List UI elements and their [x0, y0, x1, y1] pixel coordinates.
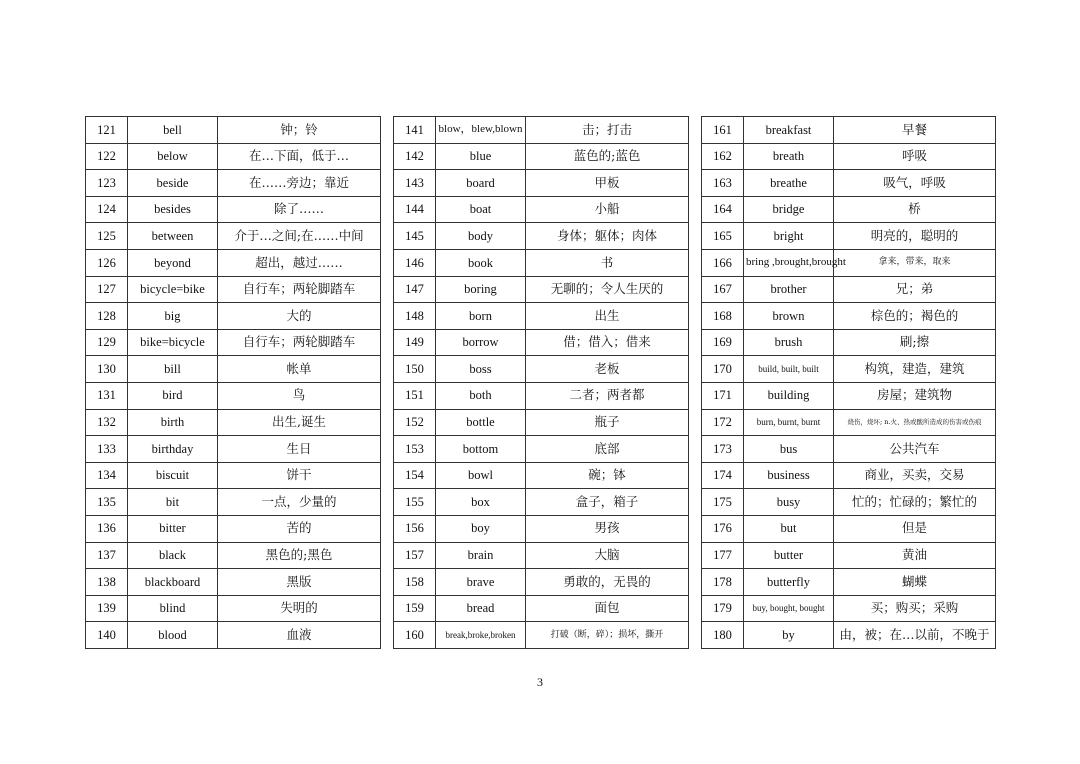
table-row: [86, 170, 381, 197]
table-row: [86, 542, 381, 569]
entry-word: brain: [436, 542, 526, 569]
table-row: [394, 170, 689, 197]
entry-word: bit: [128, 489, 218, 516]
table-row: [86, 196, 381, 223]
page-number: 3: [537, 675, 543, 689]
entry-number: 177: [702, 542, 744, 569]
entry-number: 158: [394, 569, 436, 596]
entry-word: busy: [744, 489, 834, 516]
entry-word: blow，blew,blown: [436, 117, 526, 144]
entry-word: breath: [744, 143, 834, 170]
entry-word: bus: [744, 436, 834, 463]
entry-word: big: [128, 303, 218, 330]
table-row: [702, 276, 996, 303]
entry-meaning: 小船: [526, 196, 689, 223]
entry-number: 135: [86, 489, 128, 516]
entry-word: beyond: [128, 249, 218, 276]
table-row: [394, 143, 689, 170]
entry-meaning: 自行车；两轮脚踏车: [218, 329, 381, 356]
entry-word: bottom: [436, 436, 526, 463]
entry-number: 138: [86, 569, 128, 596]
entry-word: blackboard: [128, 569, 218, 596]
vocab-table-3: [701, 116, 996, 649]
entry-word: butterfly: [744, 569, 834, 596]
entry-word: buy, bought, bought: [744, 595, 834, 622]
entry-number: 174: [702, 462, 744, 489]
entry-number: 149: [394, 329, 436, 356]
entry-word: beside: [128, 170, 218, 197]
entry-meaning: 甲板: [526, 170, 689, 197]
entry-meaning: 碗；钵: [526, 462, 689, 489]
entry-meaning: 帐单: [218, 356, 381, 383]
entry-meaning: 兄；弟: [834, 276, 996, 303]
entry-word: bicycle=bike: [128, 276, 218, 303]
entry-number: 176: [702, 515, 744, 542]
entry-number: 170: [702, 356, 744, 383]
entry-number: 134: [86, 462, 128, 489]
entry-word: break,broke,broken: [436, 622, 526, 649]
entry-word: book: [436, 249, 526, 276]
table-row: [394, 622, 689, 649]
entry-meaning: 钟；铃: [218, 117, 381, 144]
table-row: [394, 223, 689, 250]
entry-word: borrow: [436, 329, 526, 356]
entry-number: 178: [702, 569, 744, 596]
entry-number: 145: [394, 223, 436, 250]
table-row: [702, 170, 996, 197]
table-row: [702, 223, 996, 250]
entry-word: board: [436, 170, 526, 197]
entry-word: blue: [436, 143, 526, 170]
entry-number: 144: [394, 196, 436, 223]
table-row: [394, 249, 689, 276]
entry-number: 128: [86, 303, 128, 330]
table-row: [86, 356, 381, 383]
entry-number: 122: [86, 143, 128, 170]
table-row: [702, 117, 996, 144]
entry-meaning: 超出，越过……: [218, 249, 381, 276]
entry-meaning: 鸟: [218, 382, 381, 409]
entry-word: born: [436, 303, 526, 330]
table-row: [86, 409, 381, 436]
table-row: [702, 515, 996, 542]
table-row: [394, 462, 689, 489]
table-row: [702, 356, 996, 383]
entry-word: blind: [128, 595, 218, 622]
entry-word: burn, burnt, burnt: [744, 409, 834, 436]
entry-number: 143: [394, 170, 436, 197]
entry-meaning: 无聊的；令人生厌的: [526, 276, 689, 303]
entry-number: 171: [702, 382, 744, 409]
table-row: [702, 489, 996, 516]
vocab-table-1: [85, 116, 381, 649]
entry-meaning: 拿来，带来，取来: [834, 249, 996, 276]
entry-meaning: 面包: [526, 595, 689, 622]
table-row: [86, 489, 381, 516]
entry-meaning: 大的: [218, 303, 381, 330]
table-row: [86, 595, 381, 622]
table-row: [702, 569, 996, 596]
table-row: [394, 196, 689, 223]
entry-meaning: 击；打击: [526, 117, 689, 144]
entry-meaning: 在……旁边；靠近: [218, 170, 381, 197]
table-row: [86, 462, 381, 489]
entry-number: 159: [394, 595, 436, 622]
entry-number: 127: [86, 276, 128, 303]
entry-number: 137: [86, 542, 128, 569]
entry-number: 173: [702, 436, 744, 463]
entry-number: 129: [86, 329, 128, 356]
entry-meaning: 由，被；在…以前，不晚于: [834, 622, 996, 649]
entry-meaning: 借；借入；借来: [526, 329, 689, 356]
entry-number: 180: [702, 622, 744, 649]
table-row: [86, 329, 381, 356]
entry-number: 148: [394, 303, 436, 330]
table-row: [394, 329, 689, 356]
table-row: [394, 276, 689, 303]
entry-number: 156: [394, 515, 436, 542]
entry-word: building: [744, 382, 834, 409]
entry-word: breathe: [744, 170, 834, 197]
entry-number: 152: [394, 409, 436, 436]
entry-number: 165: [702, 223, 744, 250]
table-row: [86, 223, 381, 250]
table-row: [394, 436, 689, 463]
table-row: [702, 622, 996, 649]
entry-meaning: 大脑: [526, 542, 689, 569]
entry-meaning: 出生,诞生: [218, 409, 381, 436]
entry-meaning: 黄油: [834, 542, 996, 569]
table-row: [86, 515, 381, 542]
entry-meaning: 介于…之间;在……中间: [218, 223, 381, 250]
entry-meaning: 失明的: [218, 595, 381, 622]
entry-word: bright: [744, 223, 834, 250]
entry-meaning: 苦的: [218, 515, 381, 542]
table-row: [702, 249, 996, 276]
entry-number: 140: [86, 622, 128, 649]
entry-word: bitter: [128, 515, 218, 542]
entry-meaning: 瓶子: [526, 409, 689, 436]
entry-word: blood: [128, 622, 218, 649]
entry-meaning: 二者；两者都: [526, 382, 689, 409]
table-row: [394, 489, 689, 516]
entry-word: brush: [744, 329, 834, 356]
entry-number: 136: [86, 515, 128, 542]
entry-word: boy: [436, 515, 526, 542]
entry-number: 161: [702, 117, 744, 144]
entry-number: 146: [394, 249, 436, 276]
entry-meaning: 早餐: [834, 117, 996, 144]
table-row: [702, 462, 996, 489]
entry-meaning: 呼吸: [834, 143, 996, 170]
entry-word: boat: [436, 196, 526, 223]
entry-word: build, built, built: [744, 356, 834, 383]
table-row: [86, 622, 381, 649]
entry-number: 133: [86, 436, 128, 463]
entry-number: 142: [394, 143, 436, 170]
entry-meaning: 买；购买；采购: [834, 595, 996, 622]
entry-number: 123: [86, 170, 128, 197]
table-row: [702, 143, 996, 170]
entry-word: body: [436, 223, 526, 250]
entry-meaning: 房屋；建筑物: [834, 382, 996, 409]
table-row: [394, 595, 689, 622]
entry-meaning: 老板: [526, 356, 689, 383]
entry-word: bill: [128, 356, 218, 383]
entry-number: 166: [702, 249, 744, 276]
entry-meaning: 构筑，建造，建筑: [834, 356, 996, 383]
entry-number: 131: [86, 382, 128, 409]
entry-meaning: 底部: [526, 436, 689, 463]
entry-word: birthday: [128, 436, 218, 463]
entry-meaning: 在…下面，低于…: [218, 143, 381, 170]
entry-number: 168: [702, 303, 744, 330]
entry-word: below: [128, 143, 218, 170]
entry-number: 151: [394, 382, 436, 409]
table-row: [702, 409, 996, 436]
entry-number: 130: [86, 356, 128, 383]
entry-number: 162: [702, 143, 744, 170]
table-row: [702, 436, 996, 463]
entry-word: bottle: [436, 409, 526, 436]
entry-number: 175: [702, 489, 744, 516]
entry-meaning: 血液: [218, 622, 381, 649]
entry-number: 167: [702, 276, 744, 303]
entry-meaning: 商业，买卖，交易: [834, 462, 996, 489]
entry-number: 139: [86, 595, 128, 622]
entry-meaning: 桥: [834, 196, 996, 223]
table-row: [86, 382, 381, 409]
entry-word: brave: [436, 569, 526, 596]
entry-meaning: 但是: [834, 515, 996, 542]
entry-meaning: 出生: [526, 303, 689, 330]
entry-meaning: 书: [526, 249, 689, 276]
entry-word: black: [128, 542, 218, 569]
table-row: [702, 382, 996, 409]
entry-word: bread: [436, 595, 526, 622]
entry-meaning: 忙的；忙碌的；繁忙的: [834, 489, 996, 516]
entry-meaning: 刷;擦: [834, 329, 996, 356]
table-row: [702, 303, 996, 330]
table-row: [86, 143, 381, 170]
entry-word: but: [744, 515, 834, 542]
entry-word: boss: [436, 356, 526, 383]
entry-number: 150: [394, 356, 436, 383]
entry-number: 155: [394, 489, 436, 516]
entry-word: boring: [436, 276, 526, 303]
entry-word: box: [436, 489, 526, 516]
entry-meaning: 棕色的；褐色的: [834, 303, 996, 330]
entry-meaning: 一点，少量的: [218, 489, 381, 516]
entry-word: biscuit: [128, 462, 218, 489]
entry-number: 132: [86, 409, 128, 436]
entry-word: both: [436, 382, 526, 409]
entry-meaning: 除了……: [218, 196, 381, 223]
entry-word: bowl: [436, 462, 526, 489]
entry-meaning: 盒子，箱子: [526, 489, 689, 516]
entry-number: 147: [394, 276, 436, 303]
table-row: [394, 382, 689, 409]
table-row: [394, 356, 689, 383]
table-row: [702, 329, 996, 356]
table-row: [702, 542, 996, 569]
entry-meaning: 勇敢的，无畏的: [526, 569, 689, 596]
entry-word: besides: [128, 196, 218, 223]
entry-word: bridge: [744, 196, 834, 223]
entry-meaning: 吸气，呼吸: [834, 170, 996, 197]
entry-number: 154: [394, 462, 436, 489]
entry-meaning: 黑色的;黑色: [218, 542, 381, 569]
entry-word: between: [128, 223, 218, 250]
entry-meaning: 蓝色的;蓝色: [526, 143, 689, 170]
entry-meaning: 黑版: [218, 569, 381, 596]
entry-number: 179: [702, 595, 744, 622]
entry-number: 172: [702, 409, 744, 436]
entry-meaning: 公共汽车: [834, 436, 996, 463]
entry-word: bike=bicycle: [128, 329, 218, 356]
entry-meaning: 饼干: [218, 462, 381, 489]
entry-meaning: 男孩: [526, 515, 689, 542]
entry-meaning: 蝴蝶: [834, 569, 996, 596]
table-row: [702, 595, 996, 622]
table-row: [394, 409, 689, 436]
entry-meaning: 明亮的，聪明的: [834, 223, 996, 250]
entry-meaning: 打破（断，碎）；损坏，撕开: [526, 622, 689, 649]
table-row: [394, 569, 689, 596]
entry-number: 163: [702, 170, 744, 197]
entry-number: 169: [702, 329, 744, 356]
table-row: [394, 515, 689, 542]
table-row: [702, 196, 996, 223]
entry-number: 160: [394, 622, 436, 649]
entry-word: bell: [128, 117, 218, 144]
entry-number: 121: [86, 117, 128, 144]
entry-number: 125: [86, 223, 128, 250]
entry-number: 141: [394, 117, 436, 144]
table-row: [394, 542, 689, 569]
entry-word: butter: [744, 542, 834, 569]
entry-word: brown: [744, 303, 834, 330]
table-row: [394, 303, 689, 330]
entry-word: by: [744, 622, 834, 649]
entry-meaning: 身体；躯体；肉体: [526, 223, 689, 250]
entry-meaning: 自行车；两轮脚踏车: [218, 276, 381, 303]
table-row: [394, 117, 689, 144]
entry-word: bird: [128, 382, 218, 409]
entry-number: 157: [394, 542, 436, 569]
entry-number: 153: [394, 436, 436, 463]
vocab-table-2: [393, 116, 689, 649]
entry-word: breakfast: [744, 117, 834, 144]
table-row: [86, 276, 381, 303]
entry-number: 164: [702, 196, 744, 223]
entry-meaning: 烧伤，烧坏; n.火、热或酸所造成的伤害或伤痕: [834, 409, 996, 436]
table-row: [86, 249, 381, 276]
table-row: [86, 117, 381, 144]
entry-word: brother: [744, 276, 834, 303]
entry-word: business: [744, 462, 834, 489]
entry-meaning: 生日: [218, 436, 381, 463]
table-row: [86, 303, 381, 330]
entry-word: bring ,brought,brought: [744, 249, 834, 276]
entry-word: birth: [128, 409, 218, 436]
entry-number: 126: [86, 249, 128, 276]
table-row: [86, 569, 381, 596]
entry-number: 124: [86, 196, 128, 223]
table-row: [86, 436, 381, 463]
